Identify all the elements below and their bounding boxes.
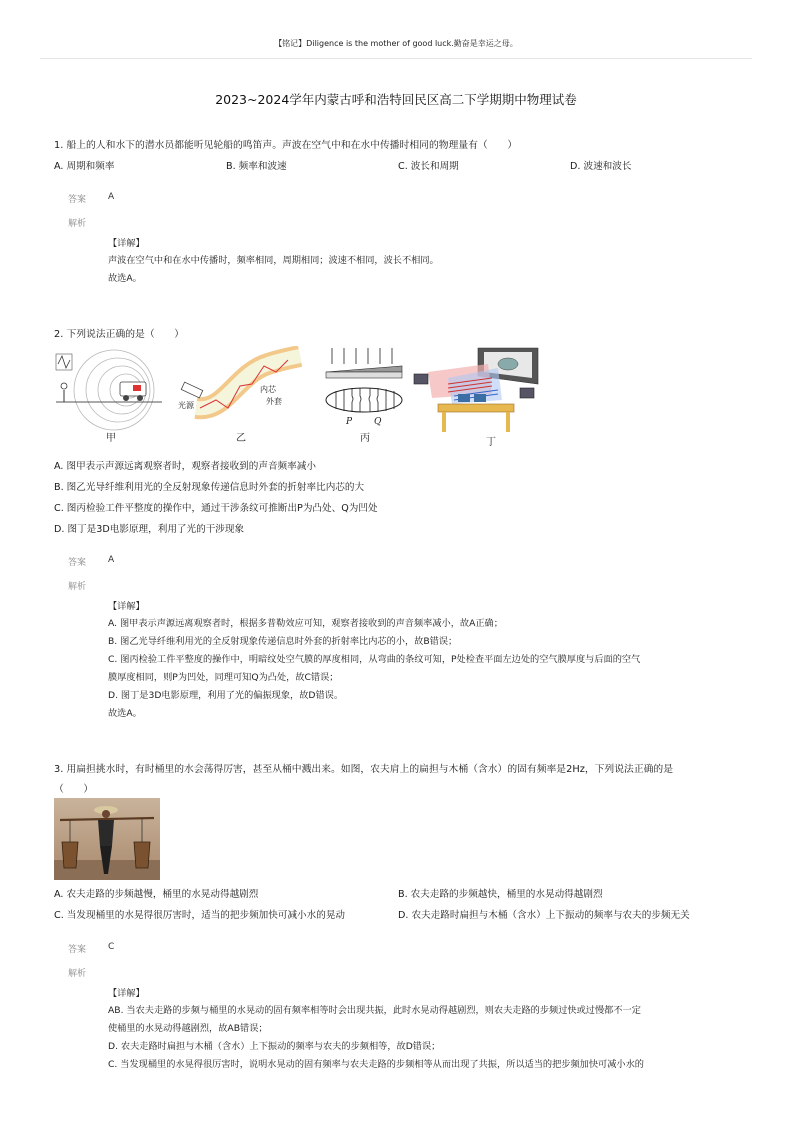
q1-detail-line: 故选A。 xyxy=(108,273,142,284)
figure-yi-optical-fiber xyxy=(176,346,304,446)
q2-detail-line: D. 图丁是3D电影原理，利用了光的偏振现象，故D错误。 xyxy=(108,690,344,701)
q1-analysis-label: 解析 xyxy=(68,219,87,229)
figure-label-yi: 乙 xyxy=(236,433,246,444)
q2-detail-line: C. 图丙检验工件平整度的操作中，明暗纹处空气膜的厚度相同，从弯曲的条纹可知，P处检查平面左边处的空气膜厚度与后面的空气 xyxy=(108,654,641,665)
q1-option-a: A. 周期和频率 xyxy=(54,161,115,172)
q2-detail-line: 故选A。 xyxy=(108,708,142,719)
figure-label-light-source: 光源 xyxy=(178,401,194,410)
figure-label-ding: 丁 xyxy=(486,437,496,448)
q3-option-d: D. 农夫走路时扁担与木桶（含水）上下振动的频率与农夫的步频无关 xyxy=(398,910,690,921)
q2-stem: 2. 下列说法正确的是（ ） xyxy=(54,329,185,340)
page-title: 2023~2024学年内蒙古呼和浩特回民区高二下学期期中物理试卷 xyxy=(215,92,577,107)
q2-answer-value: A xyxy=(108,555,115,565)
q2-option-c: C. 图丙检验工件平整度的操作中，通过干涉条纹可推断出P为凸处、Q为凹处 xyxy=(54,503,378,514)
figure-label-jia: 甲 xyxy=(106,433,116,444)
q3-answer-label: 答案 xyxy=(68,945,87,955)
q2-detail-heading: 【详解】 xyxy=(108,601,145,612)
q3-option-a: A. 农夫走路的步频越慢，桶里的水晃动得越剧烈 xyxy=(54,889,259,900)
q2-option-a: A. 图甲表示声源远离观察者时，观察者接收到的声音频率减小 xyxy=(54,461,316,472)
q1-detail-heading: 【详解】 xyxy=(108,238,145,249)
q2-answer-label: 答案 xyxy=(68,558,87,568)
q3-detail-heading: 【详解】 xyxy=(108,988,145,999)
figure-label-inner-core: 内芯 xyxy=(260,385,276,394)
header-motto: 【铭记】Diligence is the mother of good luck.勤奋是幸运之母。 xyxy=(274,39,518,48)
q2-analysis-label: 解析 xyxy=(68,582,87,592)
q1-detail-line: 声波在空气中和在水中传播时，频率相同，周期相同；波速不相同，波长不相同。 xyxy=(108,255,439,266)
figure-farmer-carrying-water-photo xyxy=(54,798,160,880)
q3-option-b: B. 农夫走路的步频越快，桶里的水晃动得越剧烈 xyxy=(398,889,603,900)
q1-answer-label: 答案 xyxy=(68,195,87,205)
q3-detail-line: AB. 当农夫走路的步频与桶里的水晃动的固有频率相等时会出现共振，此时水晃动得越剧烈，则农夫走路的步频过快或过慢都不一定 xyxy=(108,1005,641,1016)
header-divider xyxy=(40,58,752,59)
figure-label-cladding: 外套 xyxy=(266,397,282,406)
q3-stem-continued: （ ） xyxy=(54,784,94,795)
figure-bing-interference xyxy=(322,346,408,446)
figure-label-p: P xyxy=(346,417,353,427)
q3-detail-line: D. 农夫走路时扁担与木桶（含水）上下振动的频率与农夫的步频相等，故D错误； xyxy=(108,1041,441,1052)
q2-detail-line: 膜厚度相同，则P为凹处，同理可知Q为凸处，故C错误； xyxy=(108,672,339,683)
q3-detail-line: C. 当发现桶里的水晃得很厉害时，说明水晃动的固有频率与农夫走路的步频相等从而出现了共振，所以适当的把步频加快可减小水的 xyxy=(108,1059,644,1070)
q1-option-c: C. 波长和周期 xyxy=(398,161,459,172)
q2-option-b: B. 图乙光导纤维利用光的全反射现象传递信息时外套的折射率比内芯的大 xyxy=(54,482,365,493)
figure-ding-3d-cinema xyxy=(408,344,544,448)
q3-stem: 3. 用扁担挑水时，有时桶里的水会荡得厉害，甚至从桶中溅出来。如图，农夫肩上的扁担与木桶（含水）的固有频率是2Hz，下列说法正确的是 xyxy=(54,764,674,775)
q3-detail-line: 使桶里的水晃动得越剧烈，故AB错误； xyxy=(108,1023,268,1034)
q2-option-d: D. 图丁是3D电影原理，利用了光的干涉现象 xyxy=(54,524,245,535)
q1-answer-value: A xyxy=(108,192,115,202)
q1-option-d: D. 波速和波长 xyxy=(570,161,632,172)
q2-detail-line: B. 图乙光导纤维利用光的全反射现象传递信息时外套的折射率比内芯的小，故B错误； xyxy=(108,636,458,647)
figure-jia-doppler xyxy=(54,346,166,446)
q2-detail-line: A. 图甲表示声源远离观察者时，根据多普勒效应可知，观察者接收到的声音频率减小，故A正确； xyxy=(108,618,503,629)
figure-label-bing: 丙 xyxy=(360,433,370,444)
figure-label-q: Q xyxy=(374,417,382,427)
q3-answer-value: C xyxy=(108,942,115,952)
q1-stem: 1. 船上的人和水下的潜水员都能听见轮船的鸣笛声。声波在空气中和在水中传播时相同的物理量有（ ） xyxy=(54,140,518,151)
q3-option-c: C. 当发现桶里的水晃得很厉害时，适当的把步频加快可减小水的晃动 xyxy=(54,910,346,921)
q3-analysis-label: 解析 xyxy=(68,969,87,979)
q1-option-b: B. 频率和波速 xyxy=(226,161,287,172)
